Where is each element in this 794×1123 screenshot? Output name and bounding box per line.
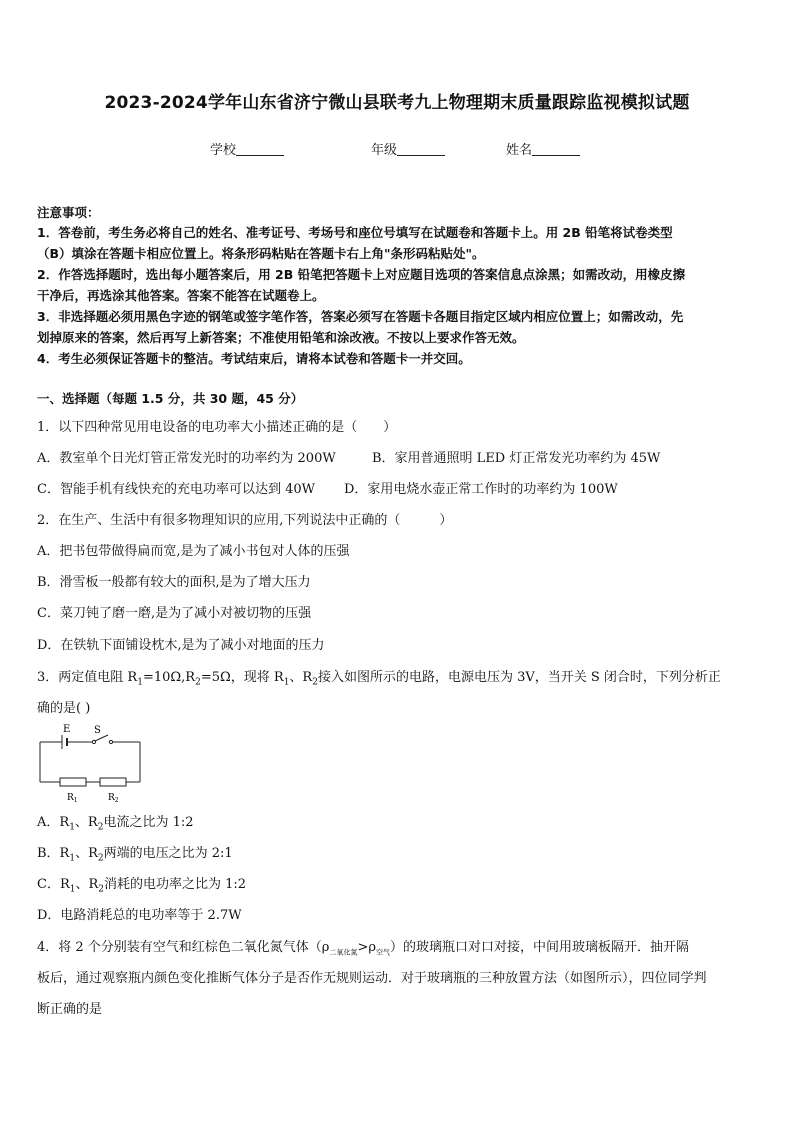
switch-contact xyxy=(109,740,112,743)
q1-stem: 1．以下四种常见用电设备的电功率大小描述正确的是（ ） xyxy=(37,420,397,435)
notes-line: 干净后，再选涂其他答案。答案不能答在试题卷上。 xyxy=(37,288,325,303)
page-title: 2023-2024学年山东省济宁微山县联考九上物理期末质量跟踪监视模拟试题 xyxy=(104,93,690,113)
q3-stem-line2: 确的是( ) xyxy=(37,701,91,716)
label-r2: $R_2$ xyxy=(108,793,119,804)
school-field[interactable] xyxy=(210,139,284,158)
q1-option-c[interactable]: C．智能手机有线快充的充电功率可以达到 40W xyxy=(37,482,315,497)
name-field[interactable] xyxy=(506,139,580,158)
school-blank[interactable] xyxy=(236,142,284,156)
notes-line: 4．考生必须保证答题卡的整洁。考试结束后，请将本试卷和答题卡一并交回。 xyxy=(37,351,471,366)
circuit-diagram xyxy=(36,722,146,804)
label-r1: $R_1$ xyxy=(67,793,78,804)
notes-line: 1．答卷前，考生务必将自己的姓名、准考证号、考场号和座位号填写在试题卷和答题卡上。用 2B 铅笔将试卷类型 xyxy=(37,225,673,240)
label-e: E xyxy=(63,724,71,735)
name-label: 姓名 xyxy=(506,143,533,158)
school-label: 学校 xyxy=(210,143,237,158)
q3-option-a[interactable]: A．$R_1$、$R_2$电流之比为 1:2 xyxy=(37,815,194,833)
q2-option-c[interactable]: C．菜刀钝了磨一磨,是为了减小对被切物的压强 xyxy=(37,606,312,621)
q4-stem-line3: 断正确的是 xyxy=(37,1002,103,1017)
q2-option-a[interactable]: A．把书包带做得扁而宽,是为了减小书包对人体的压强 xyxy=(37,544,350,559)
notes-line: （B）填涂在答题卡相应位置上。将条形码粘贴在答题卡右上角"条形码粘贴处"。 xyxy=(37,246,485,261)
notes-heading: 注意事项： xyxy=(37,205,100,220)
section-heading: 一、选择题（每题 1.5 分，共 30 题，45 分） xyxy=(37,391,304,406)
q2-option-b[interactable]: B．滑雪板一般都有较大的面积,是为了增大压力 xyxy=(37,575,311,590)
notes-line: 3．非选择题必须用黑色字迹的钢笔或签字笔作答，答案必须写在答题卡各题目指定区域内相应位置上；如需改动，先 xyxy=(37,309,684,324)
q4-stem-line2: 板后，通过观察瓶内颜色变化推断气体分子是否作无规则运动．对于玻璃瓶的三种放置方法（如图所示），四位同学判 xyxy=(37,971,707,986)
q1-option-b[interactable]: B．家用普通照明 LED 灯正常发光功率约为 45W xyxy=(372,451,661,466)
q2-stem: 2．在生产、生活中有很多物理知识的应用,下列说法中正确的（ ） xyxy=(37,513,453,528)
label-s: S xyxy=(94,725,101,736)
q3-option-b[interactable]: B．$R_1$、$R_2$两端的电压之比为 2:1 xyxy=(37,846,233,864)
q4-stem-line1: 4．将 2 个分别装有空气和红棕色二氧化氮气体$(\rho_{二氧化氮}>\rho_{空气})$的玻璃瓶口对口对接，中间用玻璃板隔开．抽开隔 xyxy=(37,940,690,957)
q1-option-d[interactable]: D．家用电烧水壶正常工作时的功率约为 100W xyxy=(344,482,618,497)
notes-line: 2．作答选择题时，选出每小题答案后，用 2B 铅笔把答题卡上对应题目选项的答案信息点涂黑；如需改动，用橡皮擦 xyxy=(37,267,686,282)
resistor-r1 xyxy=(60,778,86,786)
q3-option-c[interactable]: C．$R_1$、$R_2$消耗的电功率之比为 1:2 xyxy=(37,877,247,895)
q3-stem: 3．两定值电阻 $R_1=10\Omega,R_2=5\Omega$，现将 $R_1$、$R_2$接入如图所示的电路，电源电压为 3V，当开关 S 闭合时，下列分析正 xyxy=(37,670,721,688)
grade-field[interactable] xyxy=(371,139,445,158)
name-blank[interactable] xyxy=(532,142,580,156)
grade-blank[interactable] xyxy=(397,142,445,156)
grade-label: 年级 xyxy=(371,143,398,158)
q2-option-d[interactable]: D．在铁轨下面铺设枕木,是为了减小对地面的压力 xyxy=(37,638,325,653)
q1-option-a[interactable]: A．教室单个日光灯管正常发光时的功率约为 200W xyxy=(37,451,336,466)
notes-line: 划掉原来的答案，然后再写上新答案；不准使用铅笔和涂改液。不按以上要求作答无效。 xyxy=(37,330,525,345)
q3-option-d[interactable]: D．电路消耗总的电功率等于 2.7W xyxy=(37,908,242,923)
resistor-r2 xyxy=(100,778,126,786)
